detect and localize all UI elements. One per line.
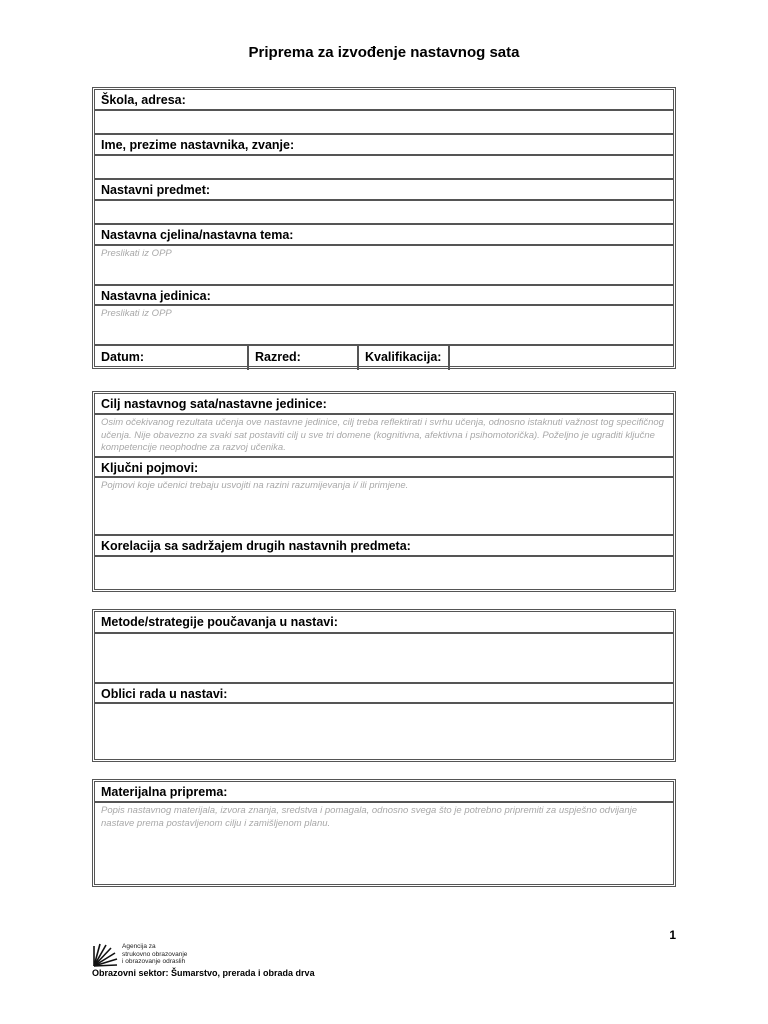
- qualification-input[interactable]: [450, 346, 673, 370]
- basic-info-table: [92, 87, 676, 369]
- correlation-label-row: [95, 536, 673, 557]
- subject-label-row: [95, 180, 673, 201]
- agency-line-2: strukovno obrazovanje: [122, 950, 188, 958]
- materials-input-row[interactable]: [95, 803, 673, 884]
- lesson-label-row: [95, 286, 673, 306]
- goal-hint: Osim očekivanog rezultata učenja ove nastavne jedinice, cilj treba reflektirati i svrhu učenja, odnosno istaknuti važnost tog specifičnog učenja. Nije obavezno za svaki sat postaviti cilj u sve tri domene (kognitivna, afektivna i psihomotorička). Poželjno je ugraditi ključne kompetencije neophodne za razvoj učenika.: [101, 417, 664, 453]
- forms-input-row[interactable]: [95, 704, 673, 759]
- methods-label: Metode/strategije poučavanja u nastavi:: [101, 615, 338, 629]
- agency-line-1: Agencija za: [122, 943, 156, 950]
- date-grade-qualification-row: [95, 346, 673, 370]
- teacher-label-row: [95, 135, 673, 156]
- agency-line-3: i obrazovanje odraslih: [122, 958, 186, 965]
- goal-input-row[interactable]: [95, 415, 673, 458]
- agency-logo-icon: [92, 942, 118, 968]
- teacher-input-row[interactable]: [95, 156, 673, 180]
- goals-table: [92, 391, 676, 592]
- teacher-label: Ime, prezime nastavnika, zvanje:: [101, 138, 295, 152]
- goal-label-row: [95, 394, 673, 415]
- unit-theme-hint: Preslikati iz OPP: [101, 248, 172, 259]
- correlation-input-row[interactable]: [95, 557, 673, 589]
- grade-label: Razred:: [249, 346, 359, 370]
- methods-input-row[interactable]: [95, 634, 673, 684]
- forms-label: Oblici rada u nastavi:: [101, 687, 228, 701]
- goal-label: Cilj nastavnog sata/nastavne jedinice:: [101, 397, 327, 411]
- school-label: Škola, adresa:: [101, 93, 186, 107]
- materials-label-row: [95, 782, 673, 803]
- agency-name: [122, 943, 187, 966]
- unit-theme-label: Nastavna cjelina/nastavna tema:: [101, 228, 294, 242]
- lesson-input-row[interactable]: [95, 306, 673, 346]
- concepts-input-row[interactable]: [95, 478, 673, 536]
- materials-hint: Popis nastavnog materijala, izvora znanja, sredstva i pomagala, odnosno svega što je potrebno pripremiti za uspješno odvijanje nastave prema postavljenom cilju i zamišljenom planu.: [101, 805, 638, 829]
- unit-theme-label-row: [95, 225, 673, 246]
- school-label-row: [95, 90, 673, 111]
- lesson-label: Nastavna jedinica:: [101, 289, 211, 303]
- subject-label: Nastavni predmet:: [101, 183, 211, 197]
- school-input-row[interactable]: [95, 111, 673, 135]
- concepts-hint: Pojmovi koje učenici trebaju usvojiti na razini razumijevanja i/ ili primjene.: [101, 480, 409, 491]
- methods-table: [92, 609, 676, 762]
- subject-input-row[interactable]: [95, 201, 673, 225]
- education-sector: Obrazovni sektor: Šumarstvo, prerada i obrada drva: [92, 968, 315, 978]
- materials-label: Materijalna priprema:: [101, 785, 228, 799]
- document-title: Priprema za izvođenje nastavnog sata: [248, 44, 520, 61]
- unit-theme-input-row[interactable]: [95, 246, 673, 286]
- concepts-label-row: [95, 458, 673, 478]
- correlation-label: Korelacija sa sadržajem drugih nastavnih predmeta:: [101, 539, 411, 553]
- lesson-hint: Preslikati iz OPP: [101, 308, 172, 319]
- forms-label-row: [95, 684, 673, 704]
- date-label: Datum:: [95, 346, 249, 370]
- methods-label-row: [95, 612, 673, 634]
- concepts-label: Ključni pojmovi:: [101, 461, 199, 475]
- qualification-label: Kvalifikacija:: [359, 346, 450, 370]
- page-number: 1: [669, 928, 676, 942]
- materials-table: [92, 779, 676, 887]
